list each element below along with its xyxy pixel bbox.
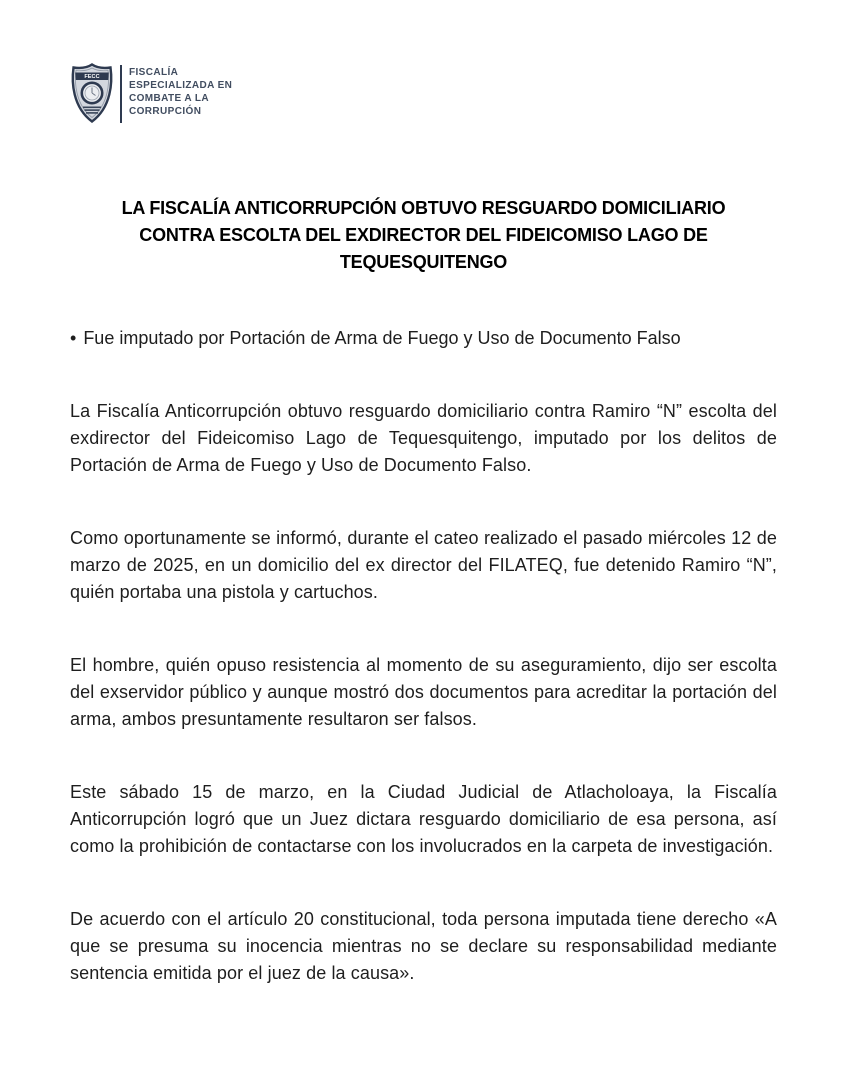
body-paragraph: Este sábado 15 de marzo, en la Ciudad Judicial de Atlacholoaya, la Fiscalía Anticorrupción logró que un Juez dictara resguardo domiciliario de esa persona, así como la prohibición de contactarse con los involucrados en la carpeta de investigación.: [70, 782, 777, 856]
fecc-logo: [70, 63, 777, 125]
org-name: [129, 63, 232, 125]
fecc-shield-badge-icon: [70, 63, 114, 123]
bullet-marker: •: [70, 328, 77, 348]
title-line: LA FISCALÍA ANTICORRUPCIÓN OBTUVO RESGUARDO DOMICILIARIO: [121, 198, 726, 218]
org-name-line: ESPECIALIZADA EN: [129, 80, 233, 91]
org-name-line: COMBATE A LA: [129, 93, 209, 104]
body-paragraph: El hombre, quién opuso resistencia al momento de su aseguramiento, dijo ser escolta del exservidor público y aunque mostró dos documentos para acreditar la portación del arma, ambos presuntamente resultaron ser falsos.: [70, 655, 777, 729]
org-name-line: FISCALÍA: [129, 67, 179, 78]
title-line: CONTRA ESCOLTA DEL EXDIRECTOR DEL FIDEICOMISO LAGO DE: [139, 225, 708, 245]
logo-divider: [120, 65, 122, 123]
body-paragraph: De acuerdo con el artículo 20 constitucional, toda persona imputada tiene derecho «A que se presuma su inocencia mientras no se declare su responsabilidad mediante sentencia emitida por el juez de la causa».: [70, 909, 777, 983]
badge-acronym-text: FECC: [84, 74, 100, 81]
bullet-text: Fue imputado por Portación de Arma de Fuego y Uso de Documento Falso: [83, 328, 681, 348]
body-paragraph: La Fiscalía Anticorrupción obtuvo resguardo domiciliario contra Ramiro “N” escolta del exdirector del Fideicomiso Lago de Tequesquitengo, imputado por los delitos de Portación de Arma de Fuego y Uso de Documento Falso.: [70, 401, 777, 475]
org-name-line: CORRUPCIÓN: [129, 106, 202, 117]
bullet-subhead: [70, 324, 777, 352]
press-release-body: [70, 398, 777, 987]
body-paragraph: Como oportunamente se informó, durante el cateo realizado el pasado miércoles 12 de marzo de 2025, en un domicilio del ex director del FILATEQ, fue detenido Ramiro “N”, quién portaba una pistola y cartuchos.: [70, 528, 777, 602]
title-line: TEQUESQUITENGO: [339, 252, 508, 272]
press-release-title: [70, 195, 777, 276]
